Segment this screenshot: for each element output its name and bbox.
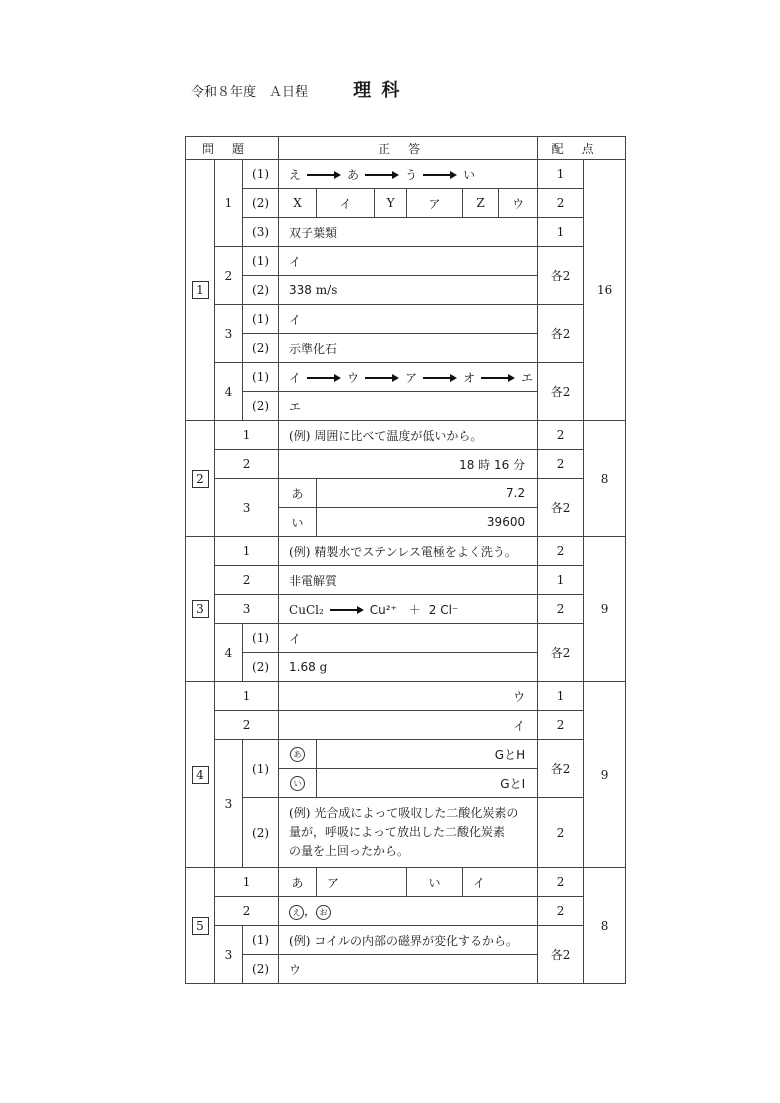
answer-cell: イ — [317, 189, 375, 218]
seq-item: エ — [521, 370, 534, 385]
answer-cell: ア — [317, 868, 407, 897]
points: 2 — [538, 421, 584, 450]
table-row — [186, 160, 626, 189]
answer-cell: ウ — [279, 955, 538, 984]
table-row — [186, 566, 626, 595]
answer-cell: 示準化石 — [279, 334, 538, 363]
answer-cell: イ — [279, 305, 538, 334]
points-total: 16 — [584, 160, 626, 421]
question-number: 3 — [186, 537, 215, 682]
points: 各2 — [538, 247, 584, 305]
sub-number: 2 — [215, 711, 279, 740]
table-row — [186, 479, 626, 508]
sub-number: 2 — [215, 450, 279, 479]
points: 2 — [538, 711, 584, 740]
table-row — [186, 926, 626, 955]
sub-number: 2 — [215, 897, 279, 926]
points: 各2 — [538, 305, 584, 363]
points: 各2 — [538, 363, 584, 421]
table-row — [186, 798, 626, 868]
part-number: (2) — [243, 189, 279, 218]
arrow-right-icon — [330, 606, 364, 614]
table-row — [186, 897, 626, 926]
answer-label: X — [279, 189, 317, 218]
part-number: (2) — [243, 955, 279, 984]
sub-number: 3 — [215, 479, 279, 537]
answer-cell: (例) コイルの内部の磁界が変化するから。 — [279, 926, 538, 955]
sub-number: 1 — [215, 537, 279, 566]
arrow-right-icon — [481, 374, 515, 382]
question-number: 5 — [186, 868, 215, 984]
table-row — [186, 305, 626, 334]
answer-cell: 7.2 — [317, 479, 538, 508]
points: 1 — [538, 566, 584, 595]
example-mark: (例) — [289, 544, 311, 559]
answer-cell — [279, 276, 538, 305]
table-row — [186, 682, 626, 711]
answer-cell: イ — [279, 624, 538, 653]
question-number: 2 — [186, 421, 215, 537]
points: 2 — [538, 798, 584, 868]
answer-label: あ — [279, 479, 317, 508]
points: 1 — [538, 218, 584, 247]
arrow-right-icon — [423, 374, 457, 382]
points: 各2 — [538, 926, 584, 984]
sub-number: 3 — [215, 595, 279, 624]
table-row — [186, 363, 626, 392]
question-number: 4 — [186, 682, 215, 868]
answer-cell: (例) 光合成によって吸収した二酸化炭素の 量が，呼吸によって放出した二酸化炭素 の量を上回ったから。 — [279, 798, 538, 868]
points: 1 — [538, 682, 584, 711]
points-total: 8 — [584, 868, 626, 984]
table-row — [186, 711, 626, 740]
table-row — [186, 537, 626, 566]
table-row — [186, 740, 626, 769]
points-total: 9 — [584, 537, 626, 682]
answer-unit: m/s — [315, 283, 338, 297]
sub-number: 4 — [215, 624, 243, 682]
points: 2 — [538, 450, 584, 479]
table-row — [186, 595, 626, 624]
points: 2 — [538, 189, 584, 218]
points: 2 — [538, 897, 584, 926]
answer-cell: ウ — [279, 682, 538, 711]
answer-equation: CuCl₂ Cu²⁺ ＋ 2 Cl⁻ — [279, 595, 538, 624]
answer-cell: イ — [463, 868, 538, 897]
part-number: (1) — [243, 624, 279, 653]
table-header-row — [186, 137, 626, 160]
sub-number: 2 — [215, 566, 279, 595]
table-row — [186, 189, 626, 218]
question-number: 1 — [186, 160, 215, 421]
table-row — [186, 218, 626, 247]
answer-cell: GとH — [317, 740, 538, 769]
part-number: (1) — [243, 160, 279, 189]
part-number: (1) — [243, 305, 279, 334]
answer-cell: 双子葉類 — [279, 218, 538, 247]
answer-cell: 非電解質 — [279, 566, 538, 595]
part-number: (2) — [243, 276, 279, 305]
seq-item: う — [405, 167, 418, 182]
answer-cell: (例) 周囲に比べて温度が低いから。 — [279, 421, 538, 450]
col-seitou: 正答 — [279, 137, 538, 160]
seq-item: ウ — [347, 370, 360, 385]
part-number: (1) — [243, 247, 279, 276]
answer-table — [185, 136, 626, 984]
sub-number: 3 — [215, 926, 243, 984]
points-total: 8 — [584, 421, 626, 537]
answer-sequence — [279, 160, 538, 189]
points: 各2 — [538, 624, 584, 682]
answer-label: Y — [375, 189, 407, 218]
seq-item: ア — [405, 370, 418, 385]
table-row — [186, 247, 626, 276]
answer-cell: GとI — [317, 769, 538, 798]
answer-label: い — [407, 868, 463, 897]
seq-item: あ — [347, 167, 360, 182]
part-number: (2) — [243, 653, 279, 682]
answer-value: 338 — [289, 283, 312, 297]
col-mondai: 問題 — [186, 137, 279, 160]
col-haiten: 配点 — [538, 137, 626, 160]
seq-item: オ — [463, 370, 476, 385]
example-mark: (例) — [289, 428, 311, 443]
sub-number: 1 — [215, 682, 279, 711]
answer-cell: ウ — [499, 189, 538, 218]
exam-subtitle: 令和８年度 Ａ日程 — [191, 85, 309, 100]
points: 2 — [538, 537, 584, 566]
answer-cell: エ — [279, 392, 538, 421]
points: 2 — [538, 868, 584, 897]
points: 1 — [538, 160, 584, 189]
exam-title: 理 科 — [353, 80, 402, 101]
answer-label: あ — [279, 868, 317, 897]
table-row — [186, 868, 626, 897]
answer-cell: 1.68 g — [279, 653, 538, 682]
seq-item: い — [463, 167, 476, 182]
answer-sequence — [279, 363, 538, 392]
answer-label: い — [279, 508, 317, 537]
points: 各2 — [538, 479, 584, 537]
page-header — [191, 76, 401, 102]
part-number: (2) — [243, 798, 279, 868]
sub-number: 3 — [215, 305, 243, 363]
arrow-right-icon — [307, 171, 341, 179]
points: 各2 — [538, 740, 584, 798]
answer-cell: 18 時 16 分 — [279, 450, 538, 479]
part-number: (1) — [243, 926, 279, 955]
table-row — [186, 421, 626, 450]
seq-item: え — [289, 167, 302, 182]
sub-number: 2 — [215, 247, 243, 305]
arrow-right-icon — [307, 374, 341, 382]
answer-cell: イ — [279, 711, 538, 740]
arrow-right-icon — [365, 171, 399, 179]
answer-cell: (例) 精製水でステンレス電極をよく洗う。 — [279, 537, 538, 566]
answer-label: Z — [463, 189, 499, 218]
answer-cell: ア — [407, 189, 463, 218]
sub-number: 1 — [215, 868, 279, 897]
part-number: (2) — [243, 392, 279, 421]
arrow-right-icon — [423, 171, 457, 179]
answer-cell: 39600 — [317, 508, 538, 537]
table-row — [186, 624, 626, 653]
part-number: (1) — [243, 363, 279, 392]
sub-number: 4 — [215, 363, 243, 421]
answer-cell: イ — [279, 247, 538, 276]
part-number: (2) — [243, 334, 279, 363]
points: 2 — [538, 595, 584, 624]
answer-cell: え ， お — [279, 897, 538, 926]
answer-label: あ — [279, 740, 317, 769]
arrow-right-icon — [365, 374, 399, 382]
part-number: (3) — [243, 218, 279, 247]
sub-number: 1 — [215, 160, 243, 247]
seq-item: イ — [289, 370, 302, 385]
example-mark: (例) — [289, 806, 311, 820]
sub-number: 3 — [215, 740, 243, 868]
table-row — [186, 450, 626, 479]
sub-number: 1 — [215, 421, 279, 450]
example-mark: (例) — [289, 933, 311, 948]
part-number: (1) — [243, 740, 279, 798]
points-total: 9 — [584, 682, 626, 868]
answer-label: い — [279, 769, 317, 798]
